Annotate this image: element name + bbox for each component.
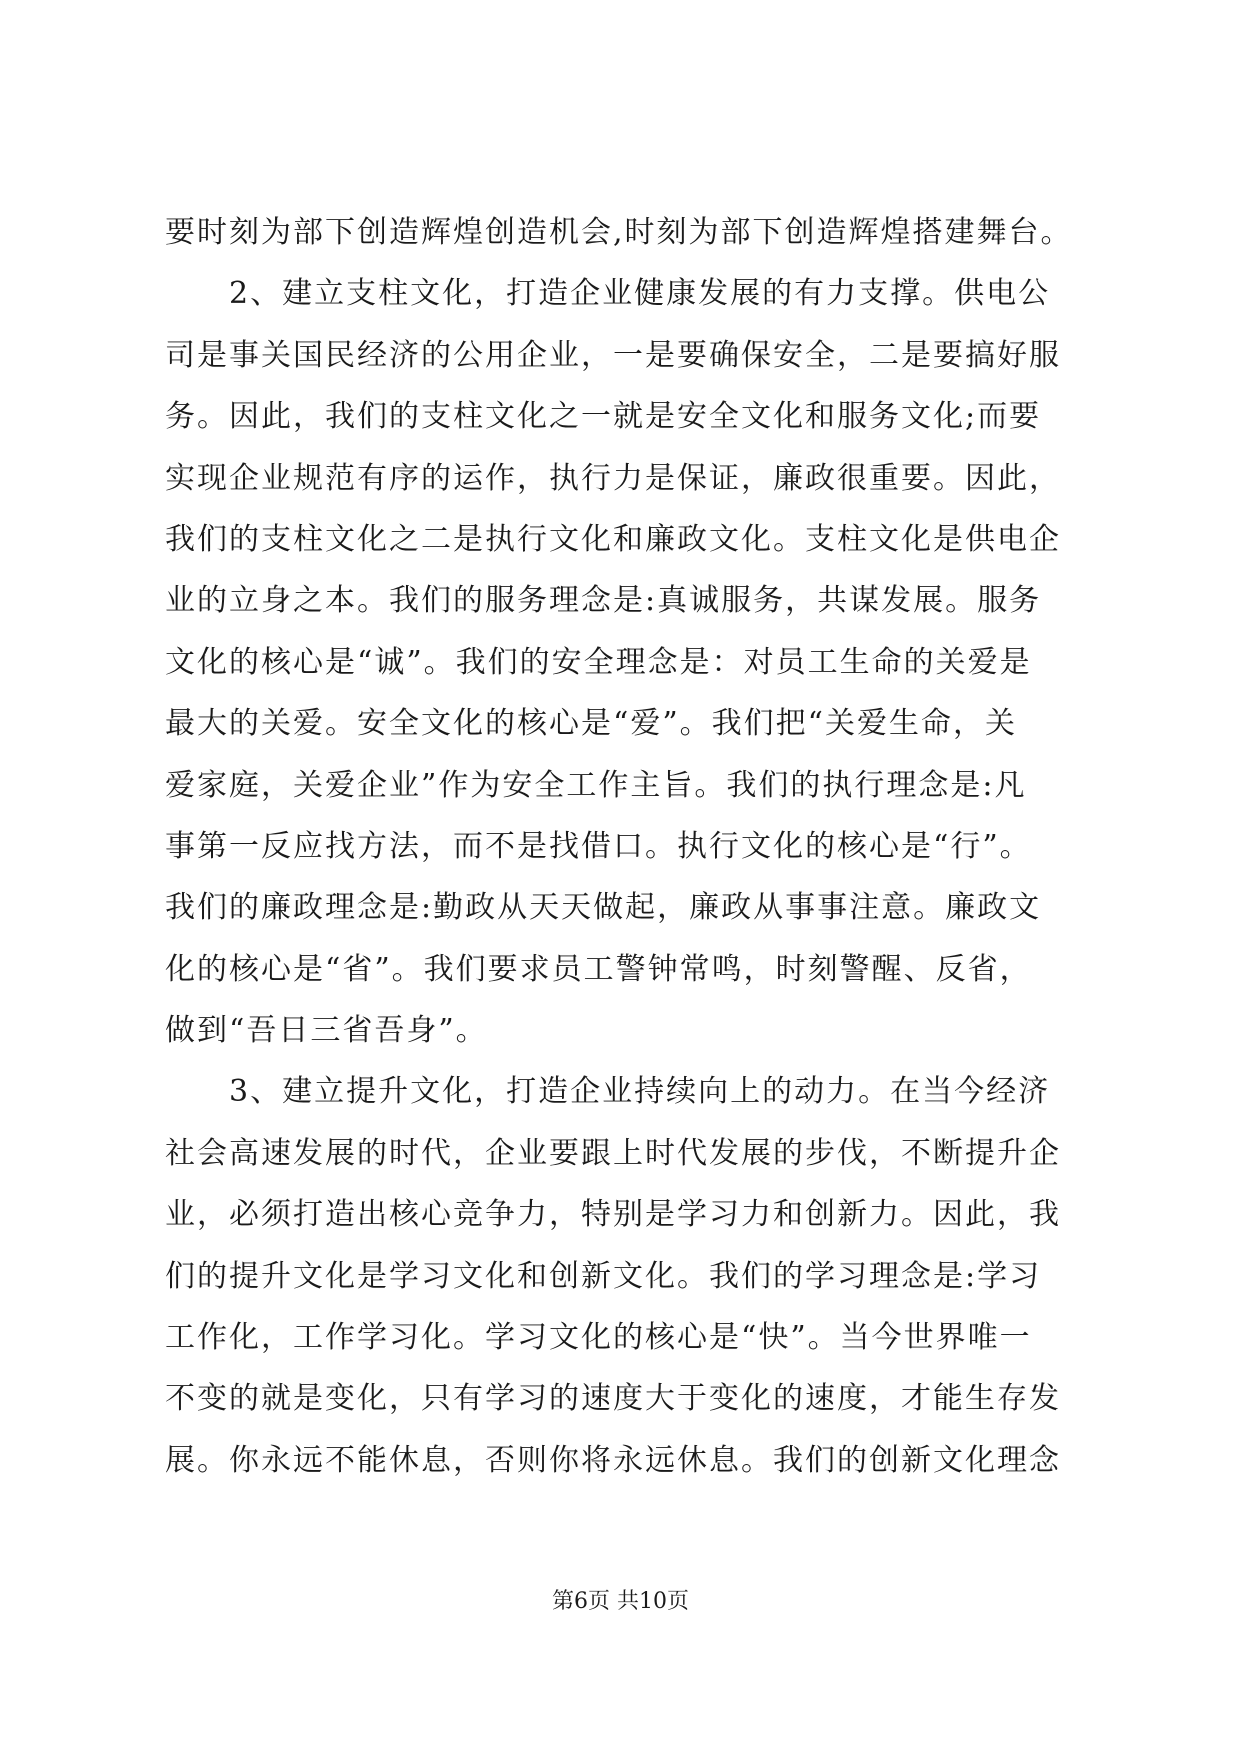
text-line: 我们的支柱文化之二是执行文化和廉政文化。支柱文化是供电企 [165, 521, 1061, 557]
text-line: 爱家庭，关爱企业”作为安全工作主旨。我们的执行理念是:凡 [165, 767, 1027, 803]
text-line: 最大的关爱。安全文化的核心是“爱”。我们把“关爱生命，关 [165, 706, 1018, 742]
text-line: 务。因此，我们的支柱文化之一就是安全文化和服务文化;而要 [165, 399, 1042, 435]
text-line: 实现企业规范有序的运作，执行力是保证，廉政很重要。因此， [165, 460, 1061, 496]
text-line: 事第一反应找方法，而不是找借口。执行文化的核心是“行”。 [165, 828, 1032, 864]
text-line: 展。你永远不能休息，否则你将永远休息。我们的创新文化理念 [165, 1442, 1061, 1478]
page-footer: 第6页 共10页 [552, 1589, 689, 1614]
text-line: 2、建立支柱文化，打造企业健康发展的有力支撑。供电公 [165, 276, 1051, 312]
text-line: 3、建立提升文化，打造企业持续向上的动力。在当今经济 [165, 1074, 1051, 1110]
text-line: 社会高速发展的时代，企业要跟上时代发展的步伐，不断提升企 [165, 1135, 1061, 1171]
text-line: 不变的就是变化，只有学习的速度大于变化的速度，才能生存发 [165, 1381, 1061, 1417]
text-line: 化的核心是“省”。我们要求员工警钟常鸣，时刻警醒、反省， [165, 951, 1032, 987]
text-line: 要时刻为部下创造辉煌创造机会,时刻为部下创造辉煌搭建舞台。 [165, 215, 1073, 250]
text-line: 文化的核心是“诚”。我们的安全理念是：对员工生命的关爱是 [165, 644, 1032, 680]
text-line: 业的立身之本。我们的服务理念是:真诚服务，共谋发展。服务 [165, 583, 1042, 619]
text-line: 我们的廉政理念是:勤政从天天做起，廉政从事事注意。廉政文 [165, 890, 1042, 926]
body-text [165, 202, 1095, 1491]
text-line: 们的提升文化是学习文化和创新文化。我们的学习理念是:学习 [165, 1258, 1042, 1294]
text-line: 做到“吾日三省吾身”。 [165, 1013, 488, 1049]
text-line: 业，必须打造出核心竞争力，特别是学习力和创新力。因此，我 [165, 1197, 1061, 1233]
text-line: 司是事关国民经济的公用企业，一是要确保安全，二是要搞好服 [165, 337, 1061, 373]
text-line: 工作化，工作学习化。学习文化的核心是“快”。当今世界唯一 [165, 1320, 1032, 1356]
